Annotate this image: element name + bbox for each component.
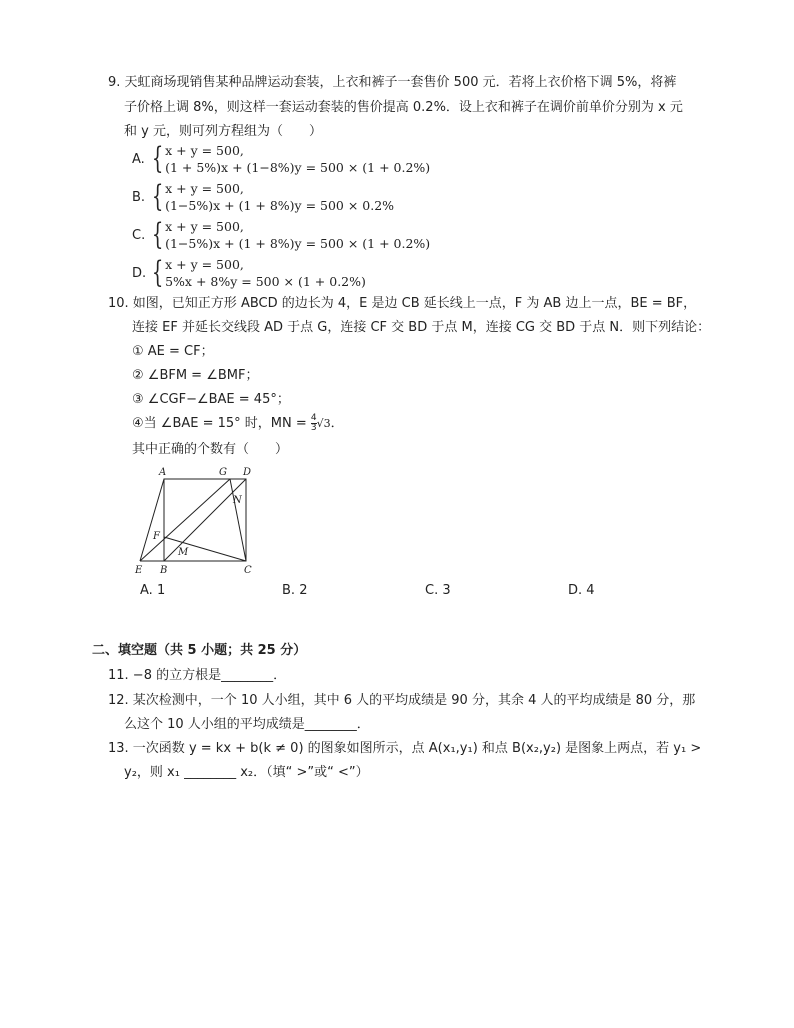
segment-cg bbox=[230, 479, 246, 561]
section-2-title: 二、填空题（共 5 小题；共 25 分） bbox=[92, 643, 307, 658]
brace-icon: { bbox=[151, 217, 164, 252]
brace-icon: { bbox=[151, 255, 164, 290]
equation: 5%x + 8%y = 500 × (1 + 0.2%) bbox=[165, 274, 366, 289]
q9-line1: 9. 天虹商场现销售某种品牌运动套装，上衣和裤子一套售价 500 元．若将上衣价格下调 5%，将裤 bbox=[108, 75, 677, 90]
option-label: C. bbox=[425, 583, 439, 598]
option-value: 4 bbox=[586, 583, 595, 598]
q10-statement-2: ② ∠BFM = ∠BMF； bbox=[132, 368, 259, 383]
statement-end: ． bbox=[330, 416, 344, 431]
segment-ae bbox=[140, 479, 164, 561]
equation: (1−5%)x + (1 + 8%)y = 500 × 0.2% bbox=[165, 198, 395, 213]
q10-line1: 10. 如图，已知正方形 ABCD 的边长为 4，E 是边 CB 延长线上一点，F 为 AB 边上一点，BE = BF， bbox=[108, 296, 697, 311]
option-label: B. bbox=[282, 583, 296, 598]
label-m: M bbox=[178, 547, 189, 558]
label-c: C bbox=[244, 565, 252, 576]
q10-option-b[interactable] bbox=[282, 583, 307, 598]
equation: x + y = 500, bbox=[165, 219, 244, 234]
q10-geometry-figure bbox=[130, 462, 260, 577]
option-value: 3 bbox=[442, 583, 451, 598]
fraction-numerator: 4 bbox=[310, 413, 317, 423]
q9-option-c[interactable] bbox=[132, 218, 430, 252]
q10-statement-1: ① AE = CF； bbox=[132, 344, 214, 359]
radical: √3 bbox=[316, 417, 331, 430]
label-f: F bbox=[153, 531, 160, 542]
q10-line2: 连接 EF 并延长交线段 AD 于点 G，连接 CF 交 BD 于点 M，连接 CG 交 BD 于点 N．则下列结论： bbox=[132, 320, 711, 335]
q13-line2: y₂，则 x₁ ________ x₂．（填“ >”或“ <”） bbox=[124, 765, 369, 780]
option-label: C. bbox=[132, 227, 146, 243]
option-label: A. bbox=[140, 583, 153, 598]
q10-option-d[interactable] bbox=[568, 583, 595, 598]
q10-statement-3: ③ ∠CGF−∠BAE = 45°； bbox=[132, 392, 290, 407]
q12-line1: 12. 某次检测中，一个 10 人小组，其中 6 人的平均成绩是 90 分，其余 4 人的平均成绩是 80 分，那 bbox=[108, 693, 696, 708]
option-label: A. bbox=[132, 151, 145, 167]
q9-option-d[interactable] bbox=[132, 256, 366, 290]
option-value: 2 bbox=[299, 583, 308, 598]
q10-question: 其中正确的个数有（ ） bbox=[132, 442, 289, 457]
equation: (1 + 5%)x + (1−8%)y = 500 × (1 + 0.2%) bbox=[165, 160, 431, 175]
q9-line3: 和 y 元，则可列方程组为（ ） bbox=[124, 124, 322, 139]
q11-text: 11. −8 的立方根是________． bbox=[108, 668, 287, 683]
q13-line1: 13. 一次函数 y = kx + b(k ≠ 0) 的图象如图所示，点 A(x₁,y₁) 和点 B(x₂,y₂) 是图象上两点，若 y₁ > bbox=[108, 741, 702, 756]
label-a: A bbox=[159, 467, 167, 478]
option-value: 1 bbox=[156, 583, 166, 598]
label-d: D bbox=[243, 467, 252, 478]
equation: x + y = 500, bbox=[165, 143, 244, 158]
label-e: E bbox=[135, 565, 143, 576]
equation: x + y = 500, bbox=[165, 181, 244, 196]
fraction-denominator: 3 bbox=[310, 423, 317, 433]
q10-option-a[interactable] bbox=[140, 583, 165, 598]
statement-text: ④当 ∠BAE = 15° 时，MN = bbox=[132, 416, 311, 431]
option-label: D. bbox=[132, 265, 147, 281]
equation: x + y = 500, bbox=[165, 257, 244, 272]
label-b: B bbox=[160, 565, 168, 576]
brace-icon: { bbox=[151, 179, 164, 214]
brace-icon: { bbox=[151, 141, 164, 176]
label-g: G bbox=[219, 467, 227, 478]
option-label: B. bbox=[132, 189, 146, 205]
equation: (1−5%)x + (1 + 8%)y = 500 × (1 + 0.2%) bbox=[165, 236, 431, 251]
q9-option-a[interactable] bbox=[132, 142, 430, 176]
q9-option-b[interactable] bbox=[132, 180, 394, 214]
q10-statement-4 bbox=[132, 414, 344, 434]
label-n: N bbox=[233, 495, 242, 506]
q9-line2: 子价格上调 8%，则这样一套运动套装的售价提高 0.2%．设上衣和裤子在调价前单价分别为 x 元 bbox=[124, 100, 683, 115]
q10-option-c[interactable] bbox=[425, 583, 451, 598]
option-label: D. bbox=[568, 583, 583, 598]
q12-line2: 么这个 10 人小组的平均成绩是________． bbox=[124, 717, 370, 732]
